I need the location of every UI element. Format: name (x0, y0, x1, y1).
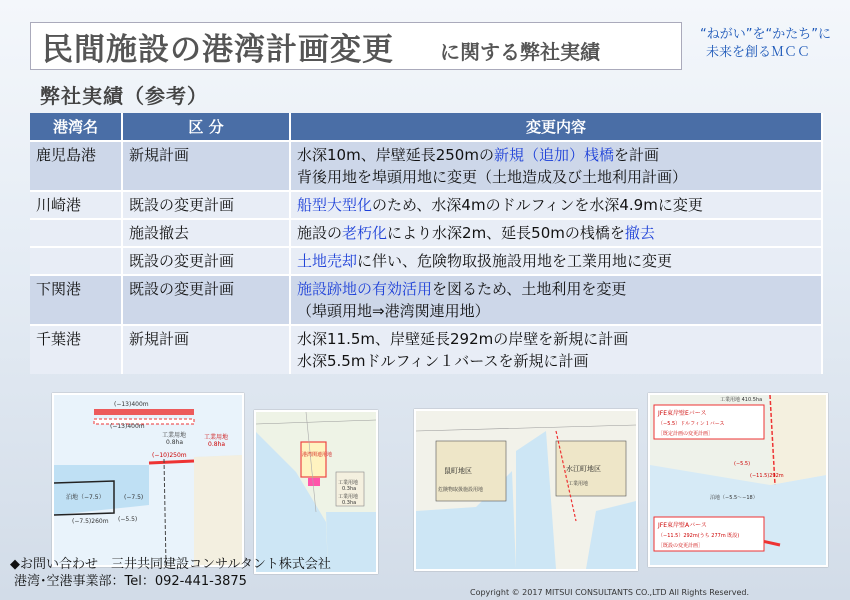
port-name: 千葉港 (30, 325, 122, 374)
highlight-text: 新規（追加）桟橋 (493, 146, 614, 164)
map-label: JFE東岸壁Aバース (658, 522, 707, 529)
section-heading: 弊社実績（参考） (40, 84, 208, 108)
map-label: 泊地（−7.5） (66, 494, 105, 501)
kagoshima-port-map (52, 393, 244, 567)
copyright-notice: Copyright © 2017 MITSUI CONSULTANTS CO.,LTD All Rights Reserved. (470, 588, 750, 597)
table-row (30, 219, 822, 247)
highlight-text: 土地売却 (297, 252, 358, 270)
category-cell: 施設撤去 (122, 219, 290, 247)
page-title-suffix: に関する弊社実績 (440, 40, 600, 64)
contact-info (10, 556, 331, 590)
table-row (30, 325, 822, 374)
port-name-empty (30, 219, 122, 247)
column-header-category: 区 分 (122, 113, 290, 141)
slogan-line-2: 未来を創るＭＣＣ (706, 45, 811, 60)
chiba-port-map (648, 393, 828, 567)
map-label: (−7.5) (124, 494, 144, 501)
map-label: (−13)400m (110, 423, 145, 430)
map-label: 危険物取扱施設用地 (438, 487, 484, 493)
table-row (30, 191, 822, 219)
content-text: 水深11.5m、岸壁延長292mの岸壁を新規に計画 (297, 330, 629, 348)
map-label: JFE東岸壁Eバース (658, 410, 707, 417)
contact-line-phone: 港湾･空港事業部：Tel：092-441-3875 (14, 574, 247, 589)
map-label: 0.3ha (342, 500, 357, 506)
map-label: (−10)250m (152, 452, 187, 459)
map-label: 0.8ha (166, 439, 184, 446)
content-text: 施設の (297, 224, 343, 242)
content-text: のため、水深4mのドルフィンを水深4.9mに変更 (372, 196, 703, 214)
content-cell (290, 247, 822, 275)
map-label: 0.8ha (208, 441, 226, 448)
content-text: 水深5.5mドルフィン１バースを新規に計画 (297, 352, 589, 370)
shimonoseki-port-map (414, 409, 638, 571)
map-label: 工業用地 (204, 434, 229, 441)
table-row (30, 247, 822, 275)
content-cell (290, 325, 822, 374)
table-row (30, 275, 822, 325)
category-cell: 新規計画 (122, 325, 290, 374)
map-label: ［既定計画の変更計画］ (658, 431, 714, 437)
highlight-text: 撤去 (624, 224, 655, 242)
port-name: 川崎港 (30, 191, 122, 219)
content-text: を図るため、土地利用を変更 (432, 280, 627, 298)
highlight-text: 船型大型化 (297, 196, 373, 214)
table-row (30, 141, 822, 191)
kawasaki-port-map (254, 410, 378, 574)
content-text: を計画 (613, 146, 659, 164)
page-title: 民間施設の港湾計画変更 (42, 32, 394, 68)
content-text: に伴い、危険物取扱施設用地を工業用地に変更 (357, 252, 673, 270)
content-text: 背後用地を埠頭用地に変更（土地造成及び土地利用計画） (297, 168, 688, 186)
content-text: により水深2m、延長50mの桟橋を (387, 224, 625, 242)
column-header-content: 変更内容 (290, 113, 822, 141)
contact-line-company: ◆お問い合わせ 三井共同建設コンサルタント株式会社 (10, 557, 331, 572)
map-label: 鼠町地区 (444, 467, 472, 475)
category-cell: 既設の変更計画 (122, 191, 290, 219)
highlight-text: 施設跡地の有効活用 (297, 280, 433, 298)
map-label: ［既設の変更計画］ (658, 543, 704, 549)
company-slogan (700, 26, 831, 62)
map-label: 工業用地 (338, 494, 359, 500)
highlight-text: 老朽化 (342, 224, 388, 242)
map-label: 工業用地 (338, 480, 359, 486)
content-text: （埠頭用地⇒港湾関連用地） (297, 302, 490, 320)
slogan-line-1: “ねがい”を“かたち”に (700, 27, 831, 42)
category-cell: 既設の変更計画 (122, 275, 290, 325)
results-table (30, 113, 823, 374)
port-name: 鹿児島港 (30, 141, 122, 191)
port-name: 下関港 (30, 275, 122, 325)
content-text: 水深10m、岸壁延長250mの (297, 146, 494, 164)
map-label: (−7.5)260m (72, 518, 109, 525)
map-label: 工業用地 410.5ha (720, 397, 763, 403)
map-label: （−5.5）ドルフィン１バース (658, 421, 725, 427)
content-cell (290, 275, 822, 325)
map-label: (−5.5) (118, 516, 138, 523)
content-cell (290, 191, 822, 219)
category-cell: 新規計画 (122, 141, 290, 191)
map-label: 港湾関連用地 (302, 452, 333, 458)
content-cell (290, 219, 822, 247)
map-label: (−11.5)292m (750, 473, 784, 479)
map-label: 工業用地 (162, 432, 187, 439)
map-label: 水江町地区 (566, 465, 601, 473)
map-label: (−5.5) (734, 461, 751, 467)
table-header-row (30, 113, 822, 141)
map-label: （−11.5）292m(うち 277m 既設) (658, 533, 740, 539)
category-cell: 既設の変更計画 (122, 247, 290, 275)
port-name-empty (30, 247, 122, 275)
map-label: (−13)400m (114, 401, 149, 408)
content-cell (290, 141, 822, 191)
map-label: 工業用地 (568, 481, 589, 487)
map-label: 0.3ha (342, 486, 357, 492)
column-header-port: 港湾名 (30, 113, 122, 141)
map-label: 泊地（−5.5〜−18） (710, 495, 758, 501)
